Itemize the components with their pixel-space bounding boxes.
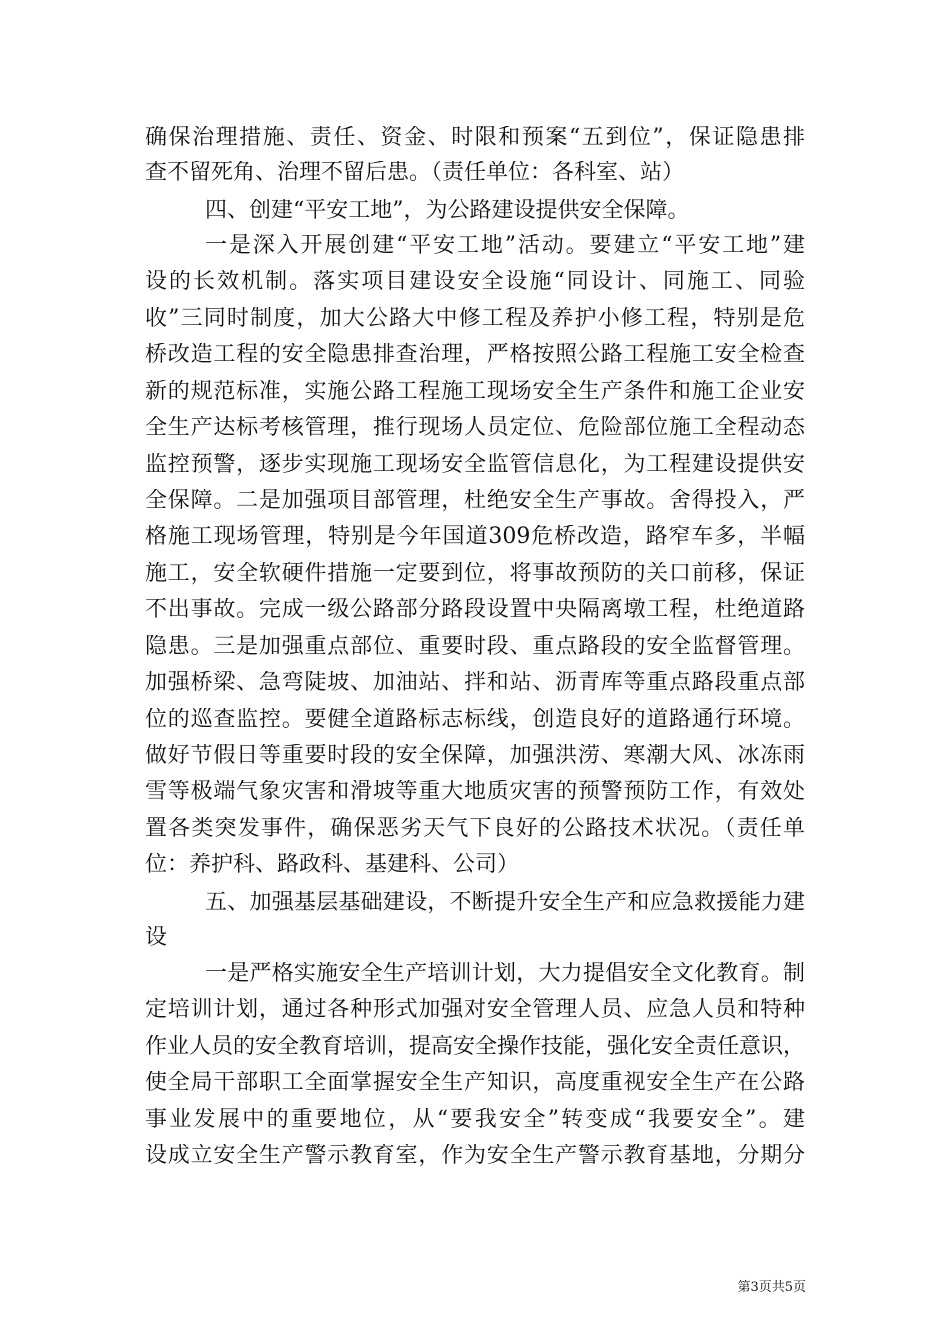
text-line: 设成立安全生产警示教育室，作为安全生产警示教育基地，分期分: [145, 1144, 805, 1168]
text-line: 置各类突发事件，确保恶劣天气下良好的公路技术状况。（责任单: [145, 817, 805, 841]
text-line: 全保障。二是加强项目部管理，杜绝安全生产事故。舍得投入，严: [145, 489, 805, 513]
text-line: 全生产达标考核管理，推行现场人员定位、危险部位施工全程动态: [145, 416, 805, 440]
text-line: 一是深入开展创建“平安工地”活动。要建立“平安工地”建: [205, 234, 805, 258]
text-line: 收”三同时制度，加大公路大中修工程及养护小修工程，特别是危: [145, 307, 805, 331]
text-line: 使全局干部职工全面掌握安全生产知识，高度重视安全生产在公路: [145, 1071, 805, 1095]
page-number: 第3页共5页: [737, 1280, 806, 1295]
text-line: 位的巡查监控。要健全道路标志标线，创造良好的道路通行环境。: [145, 708, 805, 732]
text-line: 加强桥梁、急弯陡坡、加油站、拌和站、沥青库等重点路段重点部: [145, 671, 805, 695]
text-line: 位：养护科、路政科、基建科、公司）: [145, 853, 520, 877]
text-line: 格施工现场管理，特别是今年国道309危桥改造，路窄车多，半幅: [145, 525, 805, 549]
text-line: 做好节假日等重要时段的安全保障，加强洪涝、寒潮大风、冰冻雨: [145, 744, 805, 768]
text-line: 作业人员的安全教育培训，提高安全操作技能，强化安全责任意识，: [145, 1035, 805, 1059]
text-line: 查不留死角、治理不留后患。（责任单位：各科室、站）: [145, 161, 685, 185]
text-line: 桥改造工程的安全隐患排查治理，严格按照公路工程施工安全检查: [145, 343, 805, 367]
text-line: 一是严格实施安全生产培训计划，大力提倡安全文化教育。制: [205, 962, 805, 986]
text-line: 确保治理措施、责任、资金、时限和预案“五到位”，保证隐患排: [145, 126, 805, 150]
text-line: 事业发展中的重要地位，从“要我安全”转变成“我要安全”。建: [145, 1108, 805, 1132]
text-line: 隐患。三是加强重点部位、重要时段、重点路段的安全监督管理。: [145, 635, 805, 659]
text-line: 不出事故。完成一级公路部分路段设置中央隔离墩工程，杜绝道路: [145, 598, 805, 622]
text-line: 新的规范标准，实施公路工程施工现场安全生产条件和施工企业安: [145, 380, 805, 404]
text-line: 施工，安全软硬件措施一定要到位，将事故预防的关口前移，保证: [145, 562, 805, 586]
section-heading: 五、加强基层基础建设，不断提升安全生产和应急救援能力建: [205, 891, 805, 915]
text-line: 监控预警，逐步实现施工现场安全监管信息化，为工程建设提供安: [145, 453, 805, 477]
section-heading-continued: 设: [145, 926, 168, 950]
text-line: 定培训计划，通过各种形式加强对安全管理人员、应急人员和特种: [145, 998, 805, 1022]
text-line: 雪等极端气象灾害和滑坡等重大地质灾害的预警预防工作，有效处: [145, 780, 805, 804]
section-heading: 四、创建“平安工地”，为公路建设提供安全保障。: [205, 199, 690, 223]
text-line: 设的长效机制。落实项目建设安全设施“同设计、同施工、同验: [145, 270, 805, 294]
